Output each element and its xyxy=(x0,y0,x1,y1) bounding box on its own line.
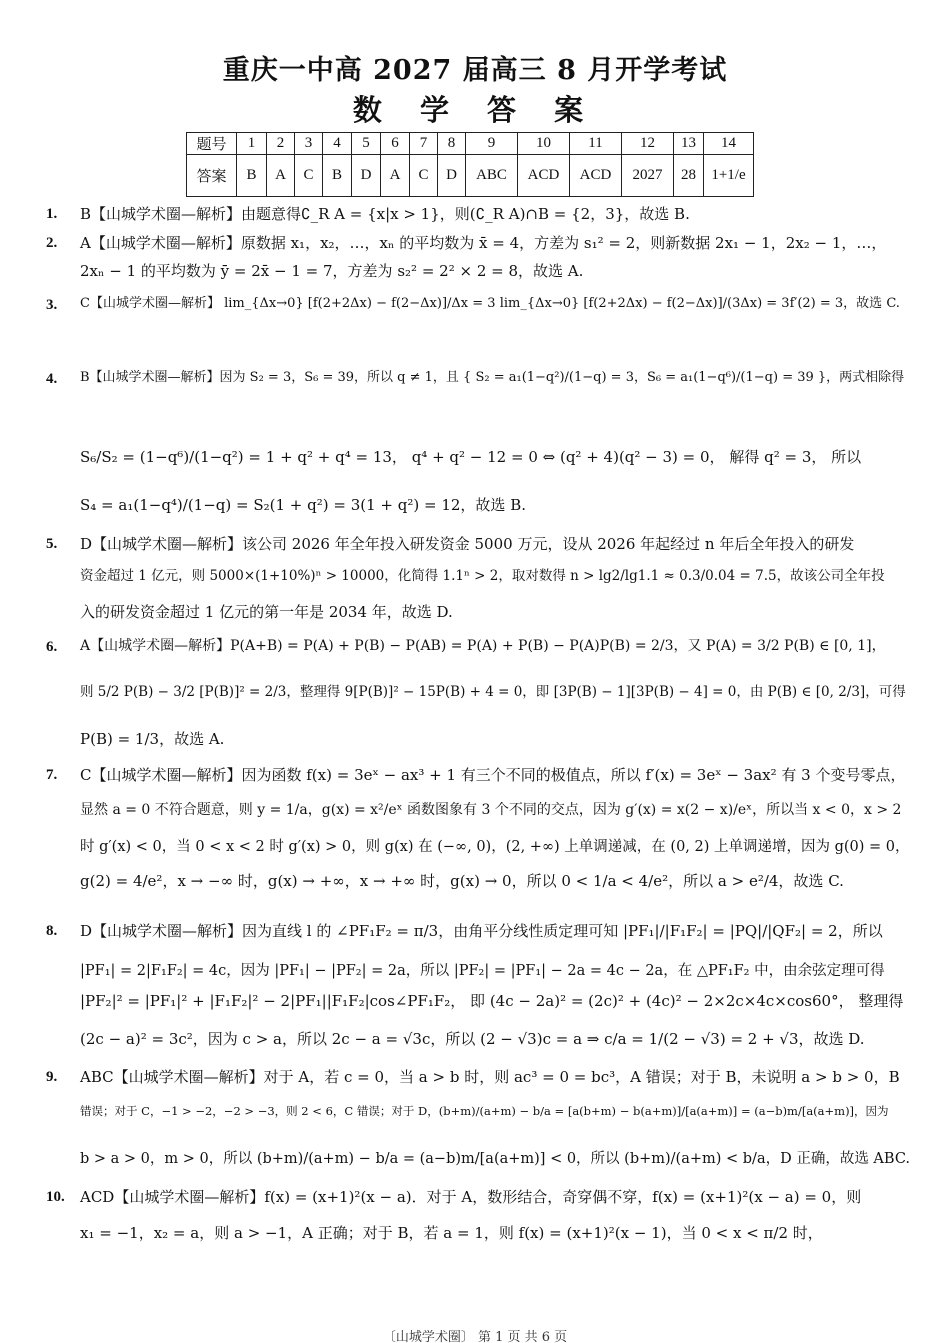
answer-cell: D xyxy=(438,155,466,197)
solution-line: b > a > 0，m > 0，所以 (b+m)/(a+m) − b/a = (a−b)m/[a(a+m)] < 0，所以 (b+m)/(a+m) < b/a，D 正确，故选 ABC. xyxy=(80,1151,911,1167)
item-number: 3. xyxy=(46,297,58,313)
solution-line: 时 g′(x) < 0，当 0 < x < 2 时 g′(x) > 0，则 g(x) 在 (−∞, 0)，(2, +∞) 上单调递减，在 (0, 2) 上单调递增，因为 g(0) = 0， xyxy=(80,839,910,855)
solution-line: D【山城学术圈—解析】该公司 2026 年全年投入研发资金 5000 万元，设从 2026 年起经过 n 年后全年投入的研发 xyxy=(80,535,855,553)
question-number: 3 xyxy=(295,133,323,155)
question-number: 1 xyxy=(237,133,267,155)
answer-cell: ABC xyxy=(466,155,518,197)
solution-line: 资金超过 1 亿元，则 5000×(1+10%)ⁿ > 10000，化简得 1.1ⁿ > 2，取对数得 n > lg2/lg1.1 ≈ 0.3/0.04 = 7.5，故该公司全年投 xyxy=(80,568,885,584)
solution-line: A【山城学术圈—解析】原数据 x₁，x₂，…，xₙ 的平均数为 x̄ = 4，方差为 s₁² = 2，则新数据 2x₁ − 1，2x₂ − 1，…， xyxy=(80,234,887,252)
question-number: 2 xyxy=(267,133,295,155)
answer-cell: A xyxy=(381,155,410,197)
answer-cell: 1+1/e xyxy=(704,155,754,197)
answer-cell: 2027 xyxy=(622,155,674,197)
answer-table-answer-row xyxy=(187,155,754,197)
question-number: 8 xyxy=(438,133,466,155)
solution-line: D【山城学术圈—解析】因为直线 l 的 ∠PF₁F₂ = π/3，由角平分线性质定理可知 |PF₁|/|F₁F₂| = |PQ|/|QF₂| = 2，所以 xyxy=(80,922,883,940)
item-number: 7. xyxy=(46,767,58,783)
solution-line: B【山城学术圈—解析】由题意得∁_R A = {x|x > 1}，则(∁_R A)∩B = {2，3}，故选 B. xyxy=(80,205,690,223)
answer-cell: A xyxy=(267,155,295,197)
solution-line: x₁ = −1，x₂ = a，则 a > −1，A 正确；对于 B，若 a = 1，则 f(x) = (x+1)²(x − 1)，当 0 < x < π/2 时， xyxy=(80,1224,823,1242)
item-number: 2. xyxy=(46,235,58,251)
item-number: 1. xyxy=(46,206,58,222)
question-number: 6 xyxy=(381,133,410,155)
answer-cell: 28 xyxy=(674,155,704,197)
question-number: 9 xyxy=(466,133,518,155)
answer-cell: B xyxy=(237,155,267,197)
item-number: 9. xyxy=(46,1069,58,1085)
solution-line: S₄ = a₁(1−q⁴)/(1−q) = S₂(1 + q²) = 3(1 + q²) = 12，故选 B. xyxy=(80,496,526,514)
answer-cell: ACD xyxy=(518,155,570,197)
question-number: 13 xyxy=(674,133,704,155)
item-number: 6. xyxy=(46,639,58,655)
solution-line: ACD【山城学术圈—解析】f(x) = (x+1)²(x − a)．对于 A，数形结合，奇穿偶不穿，f(x) = (x+1)²(x − a) = 0，则 xyxy=(80,1188,862,1206)
solution-line: S₆/S₂ = (1−q⁶)/(1−q²) = 1 + q² + q⁴ = 13， q⁴ + q² − 12 = 0 ⇔ (q² + 4)(q² − 3) = 0， 解得 q² = 3， 所以 xyxy=(80,448,862,466)
question-number: 4 xyxy=(323,133,352,155)
answer-table-question-row xyxy=(187,133,754,155)
solution-line: 错误；对于 C，−1 > −2，−2 > −3，则 2 < 6，C 错误；对于 D，(b+m)/(a+m) − b/a = [a(b+m) − b(a+m)]/[a(a+m)] = (a−b)m/[a(a+m)]，因为 xyxy=(80,1104,889,1118)
page-footer: 〔山城学术圈〕 第 1 页 共 6 页 xyxy=(382,1330,568,1343)
answer-cell: B xyxy=(323,155,352,197)
item-number: 5. xyxy=(46,536,58,552)
item-number: 10. xyxy=(46,1189,65,1205)
solution-line: P(B) = 1/3，故选 A. xyxy=(80,730,225,748)
solution-line: 则 5/2 P(B) − 3/2 [P(B)]² = 2/3，整理得 9[P(B)]² − 15P(B) + 4 = 0，即 [3P(B) − 1][3P(B) − 4] = 0，由 P(B) ∈ [0, 2/3]，可得 xyxy=(80,684,906,700)
answer-cell: C xyxy=(410,155,438,197)
question-number: 5 xyxy=(352,133,381,155)
item-number: 4. xyxy=(46,371,58,387)
solution-line: B【山城学术圈—解析】因为 S₂ = 3，S₆ = 39，所以 q ≠ 1，且 { S₂ = a₁(1−q²)/(1−q) = 3，S₆ = a₁(1−q⁶)/(1−q) = 39 }，两式相除得 xyxy=(80,370,905,385)
solution-line: 显然 a = 0 不符合题意，则 y = 1/a，g(x) = x²/eˣ 函数图象有 3 个不同的交点，因为 g′(x) = x(2 − x)/eˣ，所以当 x < 0，x > 2 xyxy=(80,802,902,818)
solution-line: |PF₁| = 2|F₁F₂| = 4c，因为 |PF₁| − |PF₂| = 2a，所以 |PF₂| = |PF₁| − 2a = 4c − 2a，在 △PF₁F₂ 中，由余弦定理可得 xyxy=(80,963,885,979)
solution-line: C【山城学术圈—解析】 lim_{Δx→0} [f(2+2Δx) − f(2−Δx)]/Δx = 3 lim_{Δx→0} [f(2+2Δx) − f(2−Δx)]/(3Δx) = 3f′(2) = 3，故选 C. xyxy=(80,296,900,311)
solution-line: |PF₂|² = |PF₁|² + |F₁F₂|² − 2|PF₁||F₁F₂|cos∠PF₁F₂， 即 (4c − 2a)² = (2c)² + (4c)² − 2×2c×4c×cos60°， 整理得 xyxy=(80,992,904,1010)
question-number: 7 xyxy=(410,133,438,155)
question-number: 10 xyxy=(518,133,570,155)
solution-line: ABC【山城学术圈—解析】对于 A，若 c = 0，当 a > b 时，则 ac³ = 0 = bc³，A 错误；对于 B，未说明 a > b > 0，B xyxy=(80,1068,900,1086)
question-number: 14 xyxy=(704,133,754,155)
item-number: 8. xyxy=(46,923,58,939)
solution-line: 2xₙ − 1 的平均数为 ȳ = 2x̄ − 1 = 7，方差为 s₂² = 2² × 2 = 8，故选 A. xyxy=(80,262,584,280)
solution-line: C【山城学术圈—解析】因为函数 f(x) = 3eˣ − ax³ + 1 有三个不同的极值点，所以 f′(x) = 3eˣ − 3ax² 有 3 个变号零点， xyxy=(80,766,906,784)
page-title: 重庆一中高 2027 届高三 8 月开学考试 xyxy=(222,55,728,86)
question-number: 11 xyxy=(570,133,622,155)
answer-row-label: 答案 xyxy=(187,155,237,197)
answer-table xyxy=(186,132,754,197)
question-number: 12 xyxy=(622,133,674,155)
page-subtitle: 数 学 答 案 xyxy=(352,93,598,127)
solution-line: 入的研发资金超过 1 亿元的第一年是 2034 年，故选 D. xyxy=(80,603,453,621)
solution-line: (2c − a)² = 3c²，因为 c > a，所以 2c − a = √3c，所以 (2 − √3)c = a ⇒ c/a = 1/(2 − √3) = 2 + √3，故选 D. xyxy=(80,1030,865,1048)
answer-cell: D xyxy=(352,155,381,197)
answer-cell: C xyxy=(295,155,323,197)
solution-line: A【山城学术圈—解析】P(A+B) = P(A) + P(B) − P(AB) = P(A) + P(B) − P(A)P(B) = 2/3，又 P(A) = 3/2 P(B) ∈ [0, 1]， xyxy=(80,638,886,654)
question-row-label: 题号 xyxy=(187,133,237,155)
solution-line: g(2) = 4/e²，x → −∞ 时，g(x) → +∞，x → +∞ 时，g(x) → 0，所以 0 < 1/a < 4/e²，所以 a > e²/4，故选 C. xyxy=(80,872,844,890)
answer-cell: ACD xyxy=(570,155,622,197)
